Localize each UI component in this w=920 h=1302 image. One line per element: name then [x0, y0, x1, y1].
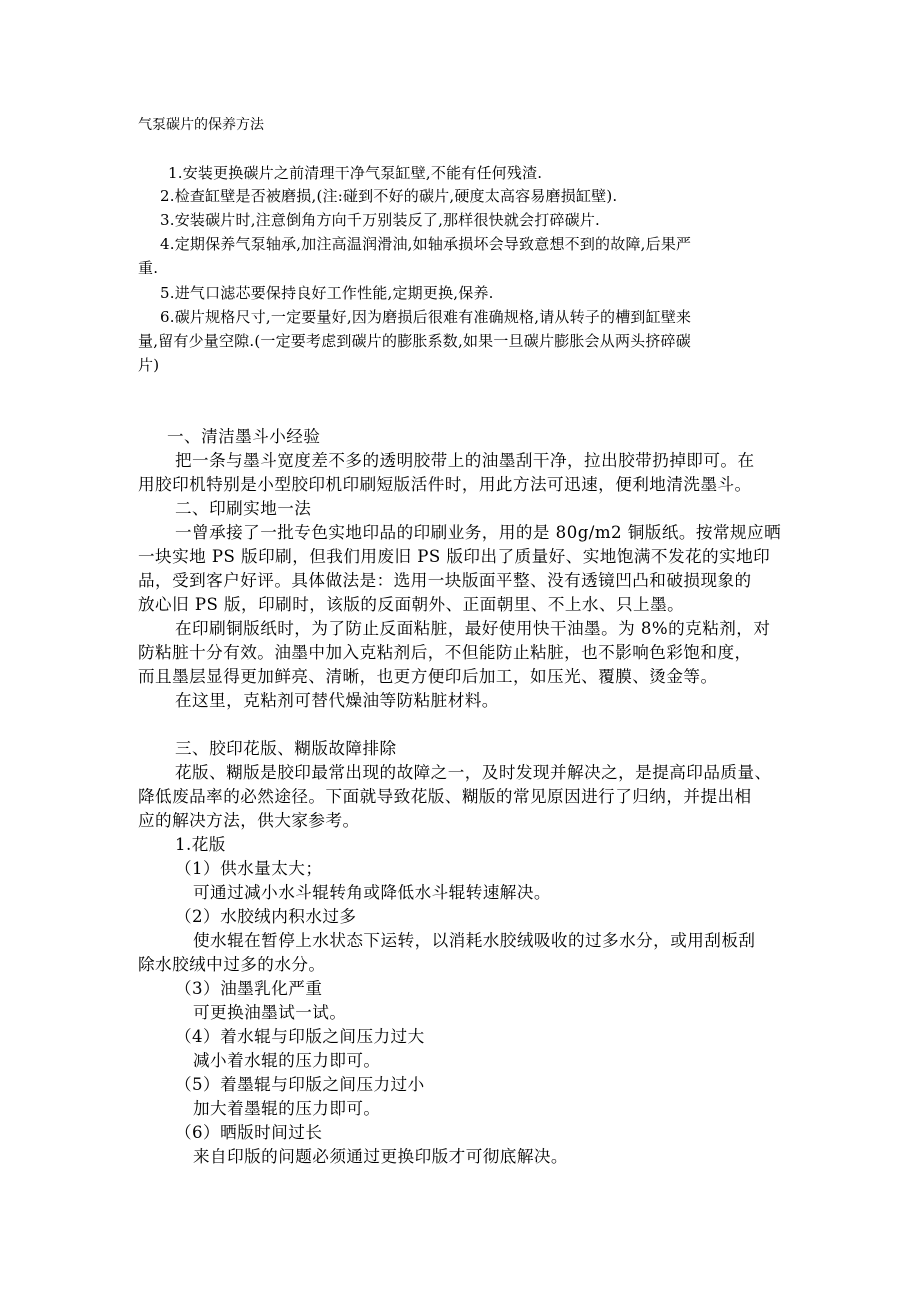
section-heading: 三、胶印花版、糊版故障排除	[175, 739, 397, 758]
list-item: （1）供水量太大；	[175, 859, 323, 878]
paragraph-line: 防粘脏十分有效。油墨中加入克粘剂后，不但能防止粘脏，也不影响色彩饱和度，	[138, 643, 752, 662]
paragraph-line: 而且墨层显得更加鲜亮、清晰，也更方便印后加工，如压光、覆膜、烫金等。	[138, 667, 718, 686]
paragraph-line: 6.碳片规格尺寸,一定要量好,因为磨损后很难有准确规格,请从转子的槽到缸壁来	[160, 308, 692, 326]
paragraph-line: 降低废品率的必然途径。下面就导致花版、糊版的常见原因进行了归纳，并提出相	[138, 787, 752, 806]
list-item: （6）晒版时间过长	[175, 1123, 323, 1142]
paragraph-line: 用胶印机特别是小型胶印机印刷短版活件时，用此方法可迅速，便利地清洗墨斗。	[138, 475, 752, 494]
list-item: （5）着墨辊与印版之间压力过小	[175, 1075, 425, 1094]
paragraph-line: 在这里，克粘剂可替代燥油等防粘脏材料。	[175, 691, 499, 710]
paragraph-line: 加大着墨辊的压力即可。	[193, 1099, 381, 1118]
paragraph-line: 3.安装碳片时,注意倒角方向千万别装反了,那样很快就会打碎碳片.	[160, 211, 601, 229]
page-title: 气泵碳片的保养方法	[138, 117, 264, 133]
paragraph-line: 减小着水辊的压力即可。	[193, 1051, 381, 1070]
paragraph-line: 品，受到客户好评。具体做法是：选用一块版面平整、没有透镜凹凸和破损现象的	[138, 571, 752, 590]
paragraph-line: 可通过减小水斗辊转角或降低水斗辊转速解决。	[193, 883, 551, 902]
paragraph-line: 1.安装更换碳片之前清理干净气泵缸壁,不能有任何残渣.	[168, 164, 543, 182]
list-item: （3）油墨乳化严重	[175, 979, 323, 998]
paragraph-line: 重.	[138, 259, 159, 277]
paragraph-line: 5.进气口滤芯要保持良好工作性能,定期更换,保养.	[160, 284, 494, 302]
list-item: （2）水胶绒内积水过多	[175, 907, 357, 926]
section-heading: 一、清洁墨斗小经验	[167, 427, 321, 446]
paragraph-line: 把一条与墨斗宽度差不多的透明胶带上的油墨刮干净，拉出胶带扔掉即可。在	[175, 451, 755, 470]
paragraph-line: 使水辊在暂停上水状态下运转，以消耗水胶绒吸收的过多水分，或用刮板刮	[193, 931, 756, 950]
paragraph-line: 一块实地 PS 版印刷，但我们用废旧 PS 版印出了质量好、实地饱满不发花的实地印	[138, 547, 771, 566]
paragraph-line: 2.检查缸壁是否被磨损,(注:碰到不好的碳片,硬度太高容易磨损缸壁).	[160, 187, 618, 205]
paragraph-line: 可更换油墨试一试。	[193, 1003, 347, 1022]
paragraph-line: 量,留有少量空隙.(一定要考虑到碳片的膨胀系数,如果一旦碳片膨胀会从两头挤碎碳	[138, 332, 691, 350]
paragraph-line: 除水胶绒中过多的水分。	[138, 955, 326, 974]
paragraph-line: 在印刷铜版纸时，为了防止反面粘脏，最好使用快干油墨。为 8%的克粘剂，对	[175, 619, 771, 638]
paragraph-line: 应的解决方法，供大家参考。	[138, 811, 360, 830]
list-item: （4）着水辊与印版之间压力过大	[175, 1027, 425, 1046]
paragraph-line: 4.定期保养气泵轴承,加注高温润滑油,如轴承损坏会导致意想不到的故障,后果严	[160, 235, 692, 253]
paragraph-line: 来自印版的问题必须通过更换印版才可彻底解决。	[193, 1147, 568, 1166]
paragraph-line: 一曾承接了一批专色实地印品的印刷业务，用的是 80g/m2 铜版纸。按常规应晒	[175, 523, 782, 542]
paragraph-line: 花版、糊版是胶印最常出现的故障之一，及时发现并解决之，是提高印品质量、	[175, 763, 772, 782]
subheading: 1.花版	[175, 835, 226, 854]
section-heading: 二、印刷实地一法	[175, 499, 312, 518]
paragraph-line: 放心旧 PS 版，印刷时，该版的反面朝外、正面朝里、不上水、只上墨。	[138, 595, 685, 614]
paragraph-line: 片)	[138, 356, 160, 374]
